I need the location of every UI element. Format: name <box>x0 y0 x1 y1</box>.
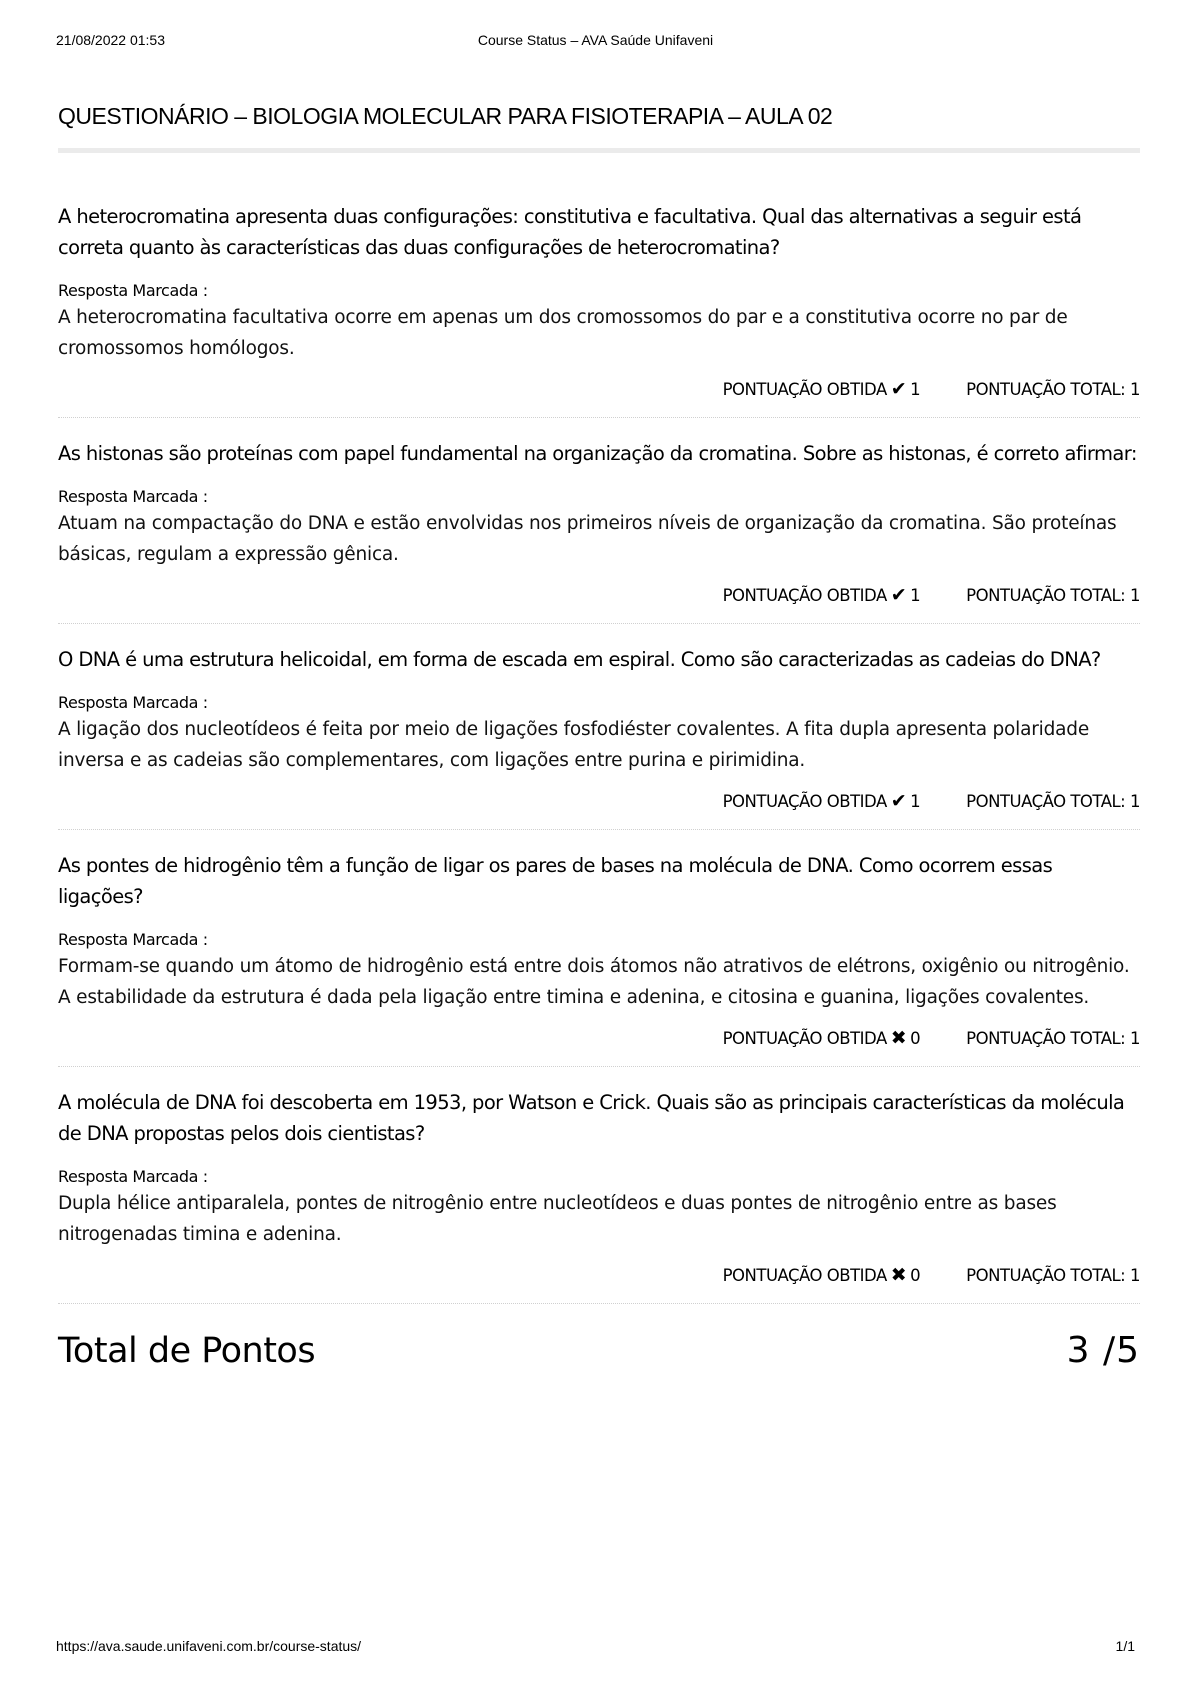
total-points-row <box>58 1330 1140 1371</box>
score-obtained-value: 1 <box>910 586 921 605</box>
question-block <box>58 830 1140 1067</box>
question-block <box>58 418 1140 624</box>
total-points-label: Total de Pontos <box>58 1330 316 1371</box>
score-total: PONTUAÇÃO TOTAL: 1 <box>966 1266 1140 1285</box>
answer-label: Resposta Marcada : <box>58 487 208 506</box>
question-block <box>58 624 1140 830</box>
score-obtained <box>723 1029 921 1048</box>
answer-label: Resposta Marcada : <box>58 930 208 949</box>
score-row <box>58 380 1140 399</box>
score-obtained <box>723 792 921 811</box>
score-obtained <box>723 586 921 605</box>
score-obtained-value: 0 <box>910 1266 921 1285</box>
question-text: O DNA é uma estrutura helicoidal, em forma de escada em espiral. Como são caracterizadas as cadeias do DNA? <box>58 648 1101 671</box>
check-icon: ✔ <box>890 378 907 400</box>
question-text: As pontes de hidrogênio têm a função de ligar os pares de bases na molécula de DNA. Como ocorrem essas ligações? <box>58 854 1053 908</box>
quiz-title: QUESTIONÁRIO – BIOLOGIA MOLECULAR PARA FISIOTERAPIA – AULA 02 <box>58 103 1140 153</box>
total-points-value: 3 /5 <box>1066 1330 1140 1371</box>
score-obtained <box>723 380 921 399</box>
answer-label: Resposta Marcada : <box>58 1167 208 1186</box>
check-icon: ✔ <box>890 790 907 812</box>
score-total: PONTUAÇÃO TOTAL: 1 <box>966 586 1140 605</box>
answer-text: Atuam na compactação do DNA e estão envolvidas nos primeiros níveis de organização da cromatina. São proteínas básicas, regulam a expressão gênica. <box>58 513 1117 565</box>
score-row <box>58 1266 1140 1285</box>
score-obtained-label: PONTUAÇÃO OBTIDA <box>722 1029 887 1048</box>
score-obtained-label: PONTUAÇÃO OBTIDA <box>722 792 887 811</box>
question-block <box>58 1067 1140 1304</box>
answer-text: Dupla hélice antiparalela, pontes de nitrogênio entre nucleotídeos e duas pontes de nitrogênio entre as bases nitrogenadas timina e adenina. <box>58 1193 1057 1245</box>
question-text: A molécula de DNA foi descoberta em 1953, por Watson e Crick. Quais são as principais características da molécula de DNA propostas pelos dois cientistas? <box>58 1091 1125 1145</box>
score-obtained-value: 1 <box>910 380 921 399</box>
question-list <box>58 153 1140 1304</box>
print-datetime: 21/08/2022 01:53 <box>56 32 165 48</box>
answer-label: Resposta Marcada : <box>58 281 208 300</box>
question-text: As histonas são proteínas com papel fundamental na organização da cromatina. Sobre as histonas, é correto afirmar: <box>58 442 1137 465</box>
x-icon: ✖ <box>890 1027 907 1049</box>
print-url: https://ava.saude.unifaveni.com.br/course-status/ <box>56 1638 362 1654</box>
score-row <box>58 586 1140 605</box>
score-total: PONTUAÇÃO TOTAL: 1 <box>966 1029 1140 1048</box>
score-row <box>58 792 1140 811</box>
score-obtained <box>723 1266 921 1285</box>
score-total: PONTUAÇÃO TOTAL: 1 <box>966 792 1140 811</box>
print-page-title: Course Status – AVA Saúde Unifaveni <box>477 32 714 48</box>
score-obtained-value: 1 <box>910 792 921 811</box>
score-obtained-label: PONTUAÇÃO OBTIDA <box>722 586 887 605</box>
score-obtained-label: PONTUAÇÃO OBTIDA <box>722 1266 887 1285</box>
question-block <box>58 153 1140 418</box>
answer-text: Formam-se quando um átomo de hidrogênio está entre dois átomos não atrativos de elétrons, oxigênio ou nitrogênio. A estabilidade da estrutura é dada pela ligação entre timina e adenina, e citosina e guanina, ligações covalentes. <box>58 956 1130 1008</box>
score-row <box>58 1029 1140 1048</box>
print-header <box>56 32 1135 52</box>
question-text: A heterocromatina apresenta duas configurações: constitutiva e facultativa. Qual das alternativas a seguir está correta quanto às características das duas configurações de heterocromatina? <box>58 205 1082 259</box>
print-footer <box>56 1638 1135 1658</box>
check-icon: ✔ <box>890 584 907 606</box>
score-obtained-label: PONTUAÇÃO OBTIDA <box>722 380 887 399</box>
answer-text: A heterocromatina facultativa ocorre em apenas um dos cromossomos do par e a constitutiva ocorre no par de cromossomos homólogos. <box>58 307 1068 359</box>
score-obtained-value: 0 <box>910 1029 921 1048</box>
print-page-number: 1/1 <box>1115 1638 1135 1654</box>
quiz-content <box>58 103 1140 1371</box>
answer-label: Resposta Marcada : <box>58 693 208 712</box>
x-icon: ✖ <box>890 1264 907 1286</box>
score-total: PONTUAÇÃO TOTAL: 1 <box>966 380 1140 399</box>
answer-text: A ligação dos nucleotídeos é feita por meio de ligações fosfodiéster covalentes. A fita dupla apresenta polaridade inversa e as cadeias são complementares, com ligações entre purina e pirimidina. <box>58 719 1089 771</box>
